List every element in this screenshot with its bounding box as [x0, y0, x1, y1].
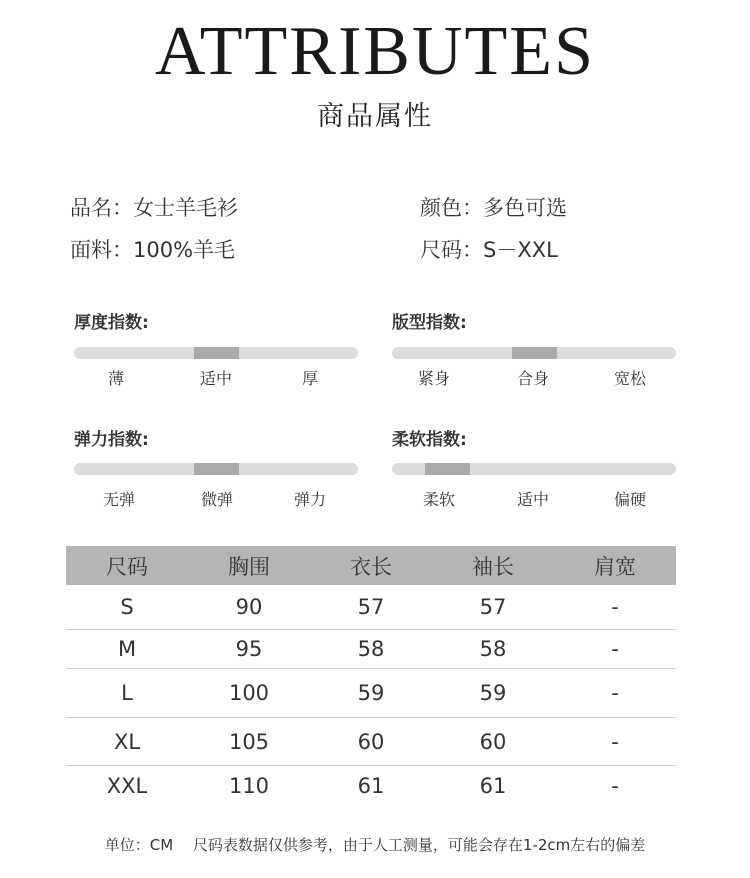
fit-scale-track — [392, 347, 676, 359]
softness-tick: 偏硬 — [613, 490, 646, 509]
attribute-color — [420, 192, 567, 222]
header-cell-sleeve: 袖长 — [472, 554, 514, 579]
header-cell-length: 衣长 — [350, 554, 392, 579]
attribute-value: 女士羊毛衫 — [133, 196, 238, 220]
table-row — [66, 630, 676, 669]
table-cell: S — [120, 595, 134, 619]
table-cell: 105 — [228, 729, 270, 754]
table-cell: 100 — [228, 681, 270, 705]
table-cell: 58 — [357, 637, 385, 661]
elasticity-tick: 弹力 — [293, 490, 326, 509]
thickness-tick: 厚 — [301, 369, 318, 388]
table-row — [66, 669, 676, 718]
fit-tick: 合身 — [516, 369, 549, 388]
footnote: 单位：CM 尺码表数据仅供参考，由于人工测量，可能会存在1-2cm左右的偏差 — [104, 836, 646, 854]
table-cell: 58 — [479, 637, 507, 661]
elasticity-scale-marker — [194, 463, 239, 475]
table-cell: 59 — [357, 681, 385, 705]
table-cell: 57 — [479, 595, 507, 619]
table-cell: - — [611, 681, 619, 705]
attribute-name — [70, 192, 238, 222]
softness-tick: 柔软 — [422, 490, 455, 509]
table-cell: - — [611, 774, 619, 798]
table-cell: 95 — [235, 637, 263, 661]
softness-scale-label: 柔软指数: — [392, 430, 467, 450]
table-cell: XL — [113, 729, 141, 754]
attribute-label: 品名： — [70, 196, 133, 220]
fit-tick: 宽松 — [613, 369, 646, 388]
elasticity-scale-track — [74, 463, 358, 475]
elasticity-scale-label: 弹力指数: — [74, 430, 149, 450]
table-row — [66, 718, 676, 766]
attribute-value: 100%羊毛 — [133, 238, 236, 262]
table-cell: 61 — [357, 774, 385, 798]
attribute-value: 多色可选 — [483, 196, 567, 220]
elasticity-tick: 无弹 — [102, 490, 135, 509]
header-cell-size: 尺码 — [106, 554, 148, 579]
table-cell: 60 — [479, 729, 507, 754]
table-row — [66, 585, 676, 630]
attribute-size — [420, 234, 558, 264]
header-cell-chest: 胸围 — [228, 554, 270, 579]
page-subtitle: 商品属性 — [317, 101, 433, 132]
attribute-value: S－XXL — [483, 238, 558, 262]
attribute-label: 面料： — [70, 238, 133, 262]
header-cell-shoulder: 肩宽 — [594, 554, 636, 579]
softness-scale-marker — [425, 463, 470, 475]
table-cell: XXL — [106, 774, 148, 798]
thickness-scale-track — [74, 347, 358, 359]
table-row — [66, 766, 676, 806]
attribute-label: 尺码： — [420, 238, 483, 262]
table-cell: 60 — [357, 729, 385, 754]
thickness-scale-marker — [194, 347, 239, 359]
fit-tick: 紧身 — [417, 369, 450, 388]
softness-tick: 适中 — [516, 490, 549, 509]
thickness-scale-label: 厚度指数: — [74, 313, 149, 333]
size-table — [66, 546, 676, 806]
size-table-header — [66, 546, 676, 585]
table-cell: - — [611, 637, 619, 661]
table-cell: - — [611, 595, 619, 619]
table-cell: 61 — [479, 774, 507, 798]
elasticity-tick: 微弹 — [200, 490, 233, 509]
fit-scale-marker — [512, 347, 557, 359]
table-cell: 57 — [357, 595, 385, 619]
softness-scale-track — [392, 463, 676, 475]
page-title: ATTRIBUTES — [155, 13, 595, 90]
table-cell: M — [117, 637, 137, 661]
thickness-tick: 薄 — [107, 369, 124, 388]
attribute-label: 颜色： — [420, 196, 483, 220]
attribute-fabric — [70, 234, 235, 264]
table-cell: 59 — [479, 681, 507, 705]
thickness-tick: 适中 — [199, 369, 232, 388]
table-cell: - — [611, 729, 619, 754]
table-cell: L — [121, 681, 133, 705]
fit-scale-label: 版型指数: — [392, 313, 467, 333]
table-cell: 110 — [228, 774, 270, 798]
table-cell: 90 — [235, 595, 263, 619]
